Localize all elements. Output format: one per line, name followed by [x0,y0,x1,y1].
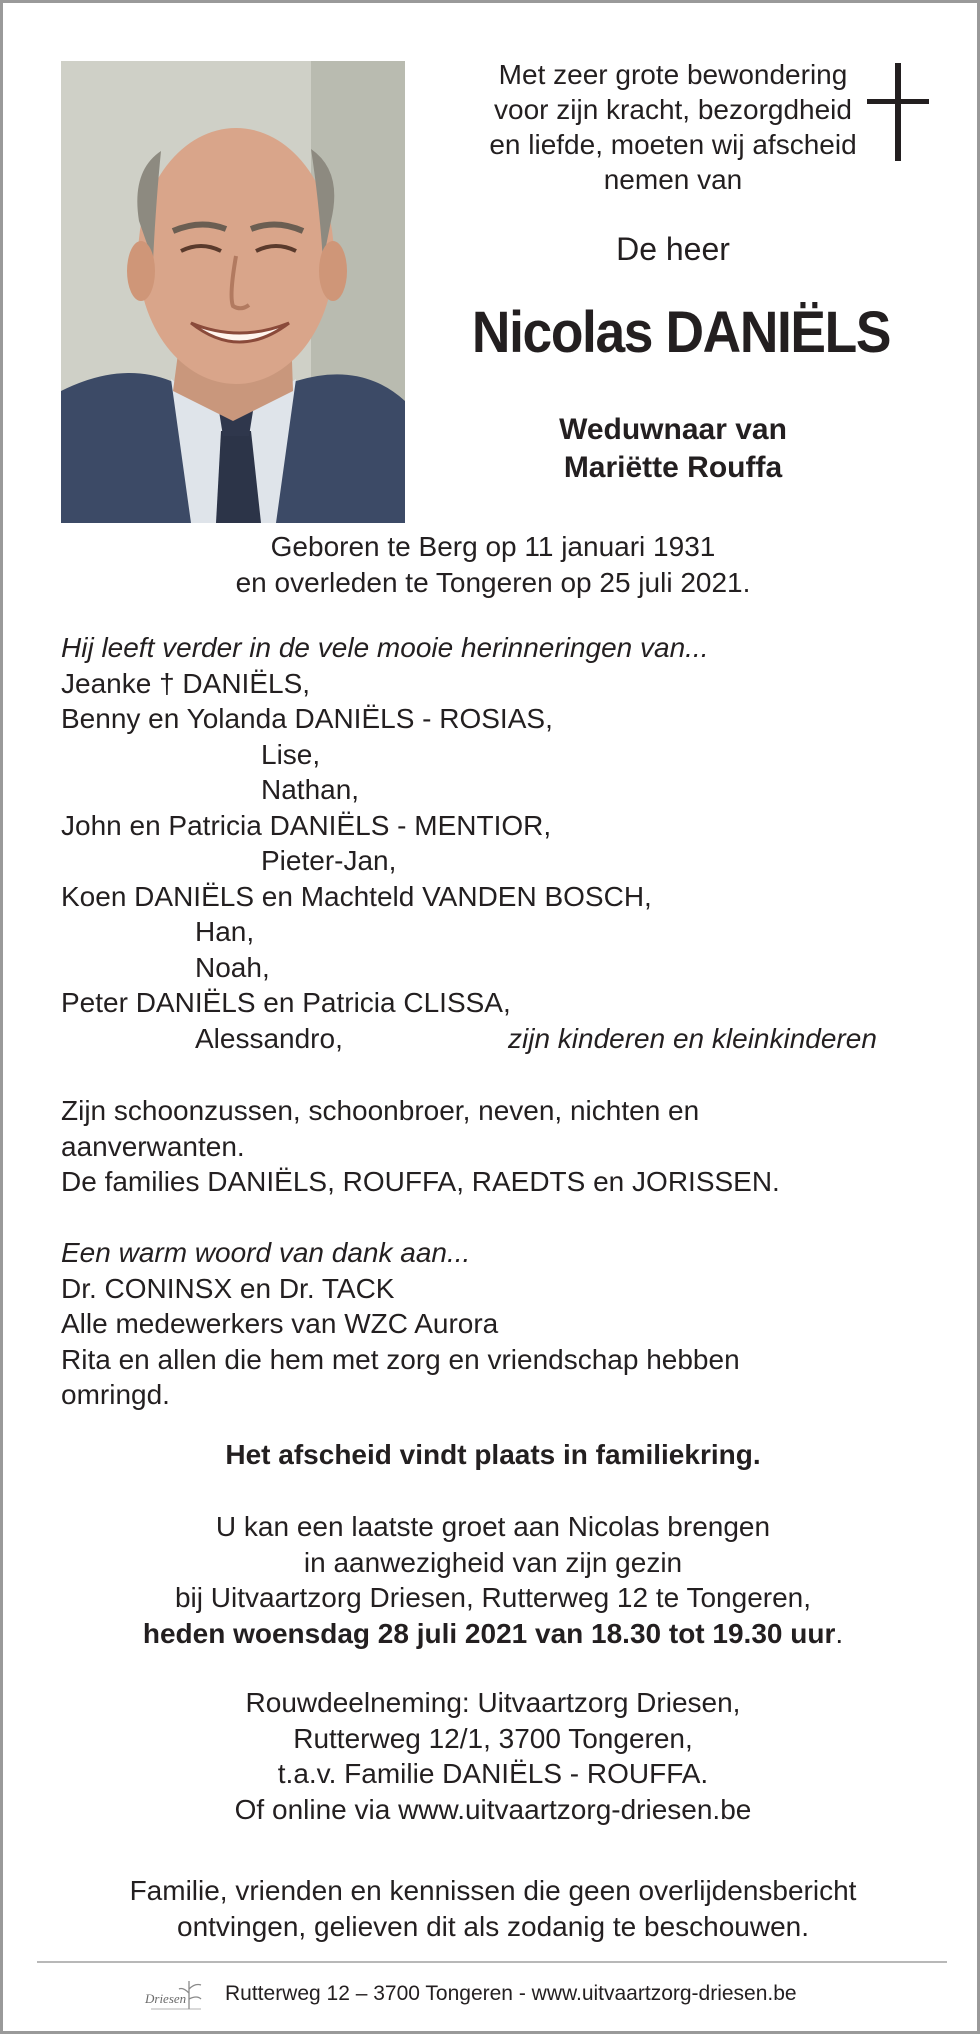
relatives-line: De families DANIËLS, ROUFFA, RAEDTS en JORISSEN. [61,1166,780,1197]
title-prefix: De heer [616,231,730,267]
visit-line: bij Uitvaartzorg Driesen, Rutterweg 12 te Tongeren, [174,1582,812,1613]
thanks-heading: Een warm woord van dank aan... [61,1237,471,1268]
thanks-line: Alle medewerkers van WZC Aurora [61,1308,499,1339]
footer-address[interactable]: Rutterweg 12 – 3700 Tongeren - www.uitvaartzorg-driesen.be [225,1982,797,2005]
intro-line: voor zijn kracht, bezorgdheid [494,94,852,125]
memories-section [61,630,941,1056]
footer-divider [37,1961,947,1963]
memories-heading: Hij leeft verder in de vele mooie herinneringen van... [61,632,709,663]
condolence-line: t.a.v. Familie DANIËLS - ROUFFA. [277,1758,709,1789]
grandchild-line: Lise, [261,738,321,770]
grandchild-line: Han, [195,916,255,947]
visit-time-line [3,1616,980,1652]
portrait-photo [61,61,405,523]
grandchild-line: Noah, [195,951,270,983]
logo-wordmark: Driesen [145,1991,187,2006]
relatives-line: aanverwanten. [61,1130,245,1162]
thanks-section [61,1235,941,1413]
grandchild-line: Nathan, [261,774,360,805]
condolence-website-line[interactable]: Of online via www.uitvaartzorg-driesen.be [234,1793,752,1825]
relative-line: Peter DANIËLS en Patricia CLISSA, [61,987,511,1018]
relatives-line: Zijn schoonzussen, schoonbroer, neven, nichten en [61,1095,700,1126]
thanks-line: Rita en allen die hem met zorg en vriendschap hebben [61,1343,740,1375]
footer [143,1969,883,2019]
visit-line: U kan een laatste groet aan Nicolas brengen [215,1511,771,1542]
condolence-section [3,1685,980,1827]
notice-section [3,1873,980,1944]
notice-line: Familie, vrienden en kennissen die geen overlijdensbericht [129,1875,857,1906]
widower-line: Weduwnaar van [559,413,787,446]
intro-line: nemen van [603,164,743,195]
birth-death-info [3,529,980,601]
widower-of [423,411,923,487]
grandchild-line [61,1021,941,1057]
condolence-line: Rutterweg 12/1, 3700 Tongeren, [293,1722,693,1754]
condolence-line: Rouwdeelneming: Uitvaartzorg Driesen, [245,1687,741,1718]
visit-line: in aanwezigheid van zijn gezin [303,1546,683,1578]
thanks-line: Dr. CONINSX en Dr. TACK [61,1272,395,1304]
visit-time-end: . [835,1617,844,1649]
notice-line: ontvingen, gelieven dit als zodanig te beschouwen. [177,1910,809,1942]
thanks-line: omringd. [61,1379,170,1410]
intro-text [423,57,923,197]
intro-line: en liefde, moeten wij afscheid [489,129,857,160]
relative-line: Koen DANIËLS en Machteld VANDEN BOSCH, [61,880,652,912]
deceased-name: Nicolas DANIËLS [471,300,891,365]
birth-line: Geboren te Berg op 11 januari 1931 [270,531,716,562]
relation-note: zijn kinderen en kleinkinderen [508,1022,877,1054]
visit-time: heden woensdag 28 juli 2021 van 18.30 tot 19.30 uur [142,1617,836,1649]
grandchild-line: Pieter-Jan, [261,845,397,876]
visitation-section [3,1509,980,1651]
intro-line: Met zeer grote bewondering [498,59,848,90]
relative-line: Jeanke † DANIËLS, [61,667,311,699]
funeral-home-logo [143,1971,205,2017]
grandchild-name: Alessandro, [195,1022,343,1054]
widower-line: Mariëtte Rouffa [563,451,783,484]
death-line: en overleden te Tongeren op 25 juli 2021. [235,567,751,598]
relative-line: Benny en Yolanda DANIËLS - ROSIAS, [61,703,553,734]
relative-line: John en Patricia DANIËLS - MENTIOR, [61,809,552,841]
relatives-section [61,1093,941,1200]
farewell-notice: Het afscheid vindt plaats in familiekring. [225,1439,761,1470]
